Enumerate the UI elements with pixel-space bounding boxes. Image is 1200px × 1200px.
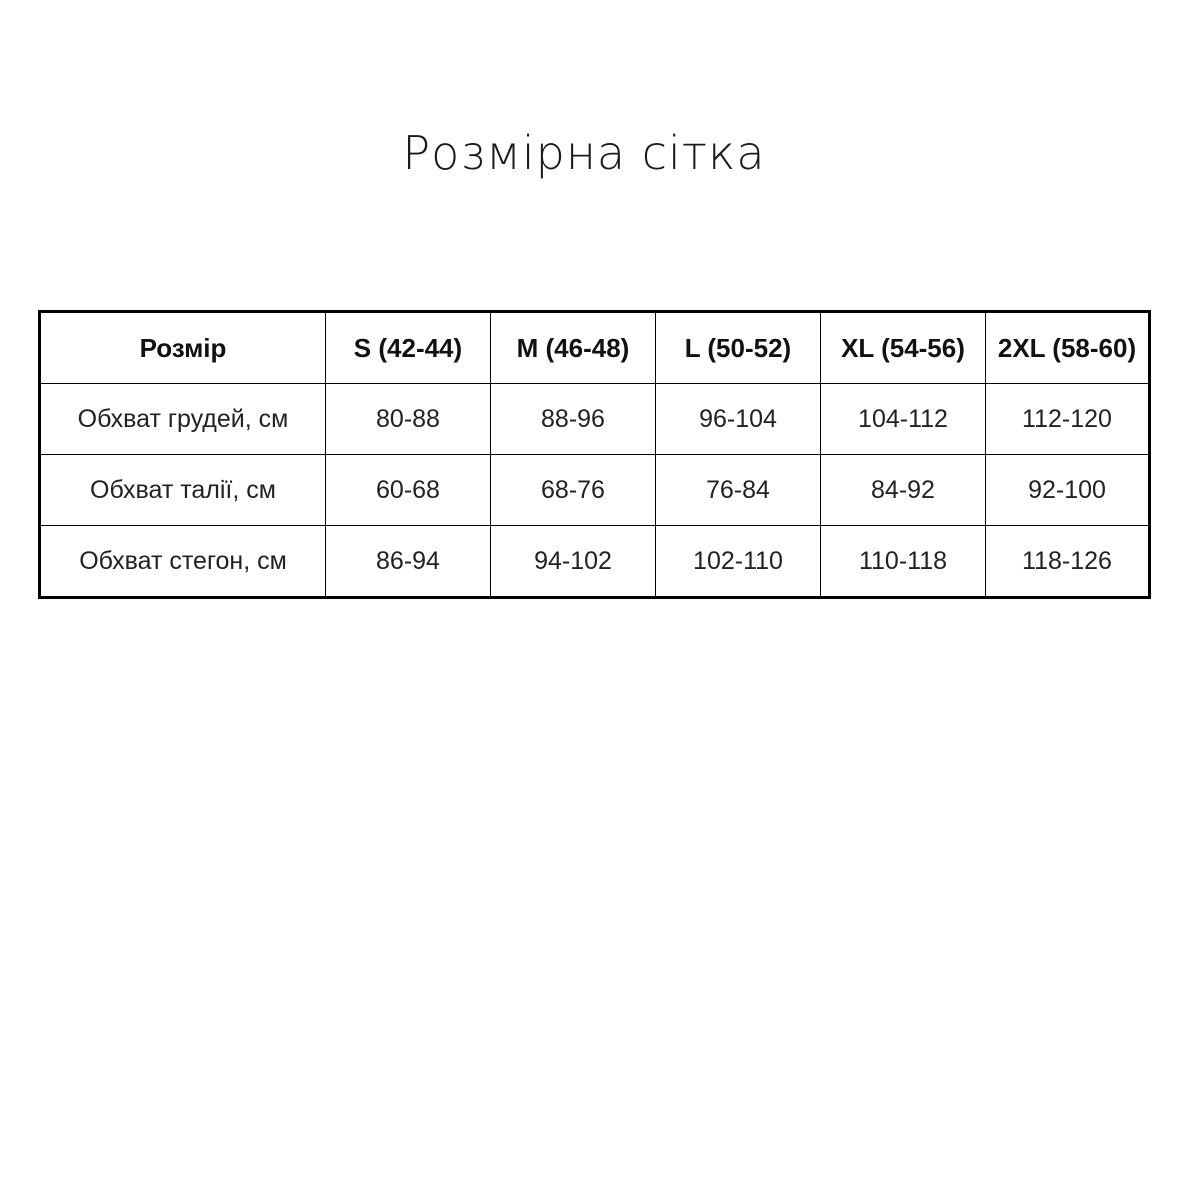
table-cell: 104-112 [821, 384, 986, 455]
table-cell: 110-118 [821, 526, 986, 598]
table-row [40, 455, 1150, 526]
table-cell: 102-110 [656, 526, 821, 598]
table-cell: 92-100 [986, 455, 1150, 526]
page-title: Розмірна сітка [402, 126, 766, 180]
header-size-2xl: 2XL (58-60) [986, 312, 1150, 384]
row-label-waist: Обхват талії, см [40, 455, 326, 526]
table-cell: 118-126 [986, 526, 1150, 598]
table-cell: 94-102 [491, 526, 656, 598]
table-cell: 96-104 [656, 384, 821, 455]
table-row [40, 384, 1150, 455]
header-size-l: L (50-52) [656, 312, 821, 384]
table-cell: 112-120 [986, 384, 1150, 455]
row-label-hips: Обхват стегон, см [40, 526, 326, 598]
table-row [40, 526, 1150, 598]
row-label-chest: Обхват грудей, см [40, 384, 326, 455]
table-cell: 84-92 [821, 455, 986, 526]
table-cell: 88-96 [491, 384, 656, 455]
table-cell: 60-68 [326, 455, 491, 526]
table-header-row [40, 312, 1150, 384]
header-size-xl: XL (54-56) [821, 312, 986, 384]
table-cell: 76-84 [656, 455, 821, 526]
table-cell: 80-88 [326, 384, 491, 455]
table-cell: 68-76 [491, 455, 656, 526]
table-cell: 86-94 [326, 526, 491, 598]
header-size-s: S (42-44) [326, 312, 491, 384]
size-chart-table [38, 310, 1151, 599]
header-size-m: M (46-48) [491, 312, 656, 384]
header-size: Розмір [40, 312, 326, 384]
